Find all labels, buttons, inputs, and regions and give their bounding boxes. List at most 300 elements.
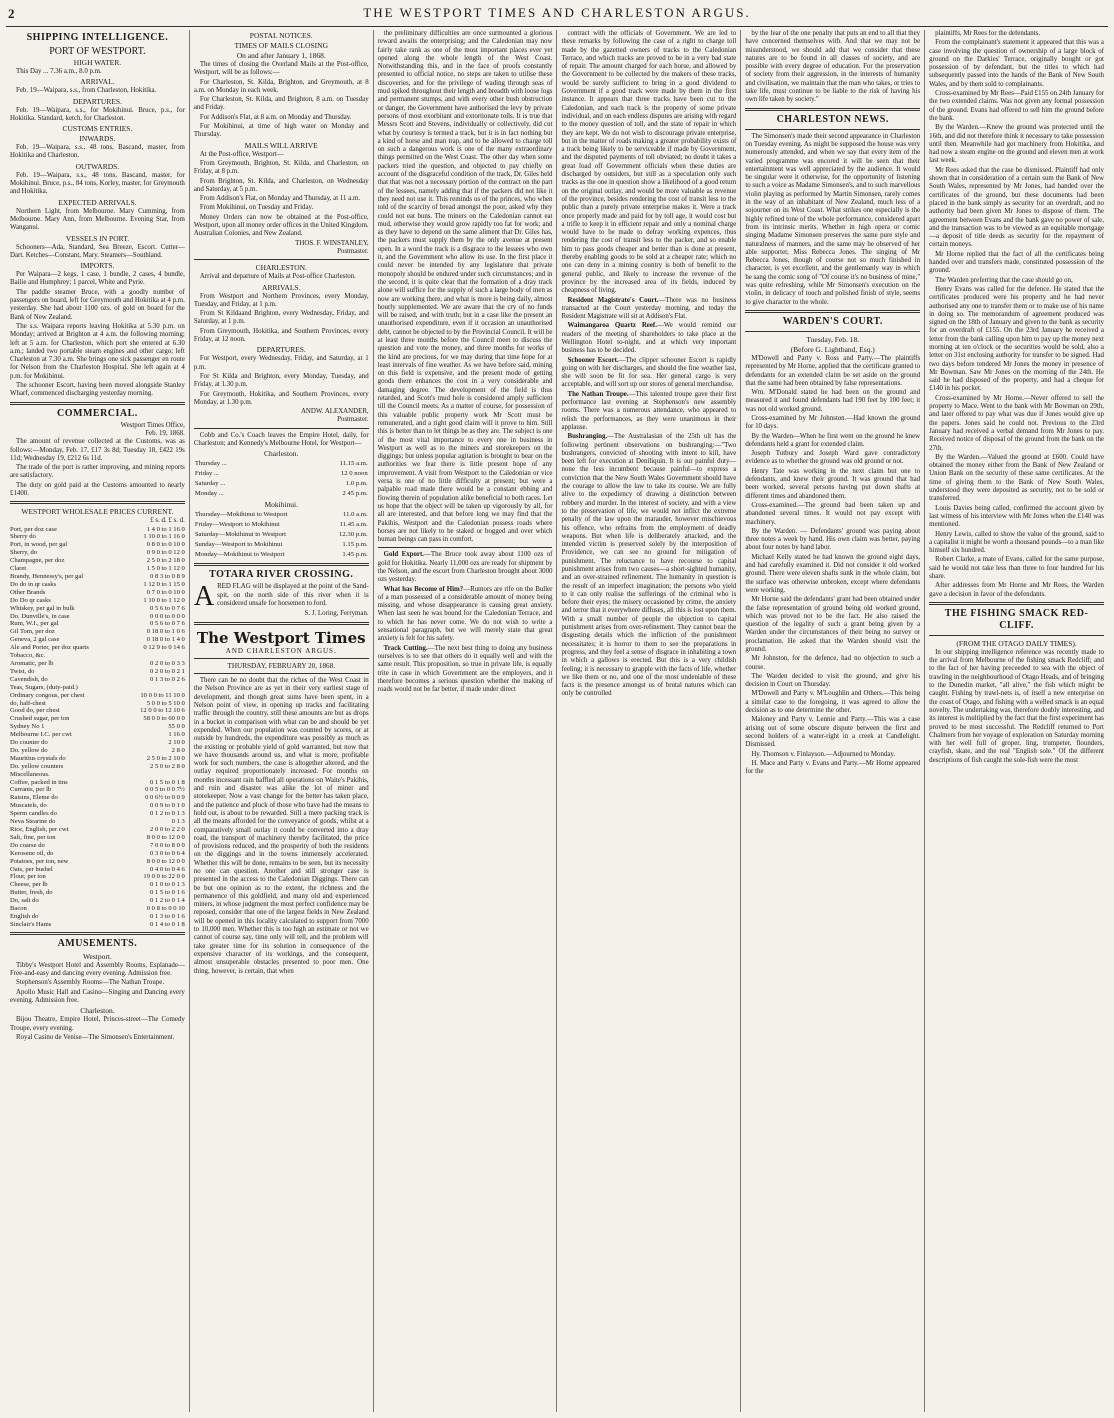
price-row-label: Port, per doz case [10,525,57,533]
price-row-value: 1 10 0 to 1 16 0 [143,533,185,541]
price-row-label: Potatoes, per ton, new [10,857,69,865]
charleston-departures-label: DEPARTURES. [256,345,306,355]
price-row [10,715,185,723]
price-row-label: Whiskey, per gal in bulk [10,604,75,612]
running-title: THE WESTPORT TIMES AND CHARLESTON ARGUS. [363,5,751,20]
wc-6: Henry Tate was working in the next claim but one to defendants, and knew their ground. It was ground that had been worked, several persons having put down shafts at different times and abandoned them. [745,467,921,500]
price-row [10,660,185,668]
price-row-label: Good do, per chest [10,707,60,715]
wc6-13: Robert Clarke, a mate of Evans, called for the same purpose, said he would not take less than three to four hundred for his share. [929,556,1104,580]
fishing-text: In our shipping intelligence reference was recently made to the arrival from Melbourne of the fishing smack Redcliff; and to the fact of her having preceeded to sea with the object of trawling in the neighbourhood of Otago Heads, and of bringing to the Dunedin market, "all alive," the fish which might be caught. Fishing by trawl-nets is, of itself a new enterprise on the coast of Otago, and fishing with a welled smack is an equal novelty. The undertaking was, therefore doubly interesting, and its interest is multiplied by the fact that the first experiment has proved to be most successful. The Redcliff returned to Port Chalmers from her voyage of exploration on Saturday morning with her well full of groper, ling, trumpeter, flounders, crayfish, skate, and the real "English sole." Of the different descriptions of fish caught the sole-fish were the most [929,648,1104,764]
price-row-label: Sperm candles do [10,810,57,818]
price-row [10,589,185,597]
schooner-escort [561,357,736,390]
coach-row-label: Thursday ... [194,460,227,468]
price-row-value: 0 5 6 to 0 7 6 [150,620,185,628]
arrive-line: From Greymouth, Brighton, St. Kilda, and Charleston, on Friday, at 8 p.m. [193,159,369,176]
price-row [10,731,185,739]
coach-row-label: Monday ... [194,490,224,498]
price-row [10,873,185,881]
column-2 [190,30,374,1412]
postal-signer: THOS. F. WINSTANLEY, [295,239,369,247]
divider [194,259,369,260]
vessels: Schooners—Ada, Standard, Sea Breeze, Escort. Cutter—Dart. Ketches—Constant, Mary. Steamers—Southland. [10,243,185,259]
wc6-12: Henry Lewis, called to show the value of the ground, said to a capitalist it might be worth a thousand pounds—to a man like himself six hundred. [929,530,1104,555]
postal-sub1: TIMES OF MAILS CLOSING [234,41,329,50]
price-row-label: Bacon [10,905,27,913]
price-row-value: 0 18 0 to 1 0 6 [146,628,185,636]
postal-line: For Addison's Flat, at 8 a.m. on Monday and Thursday. [199,113,352,121]
charleston-news-heading: CHARLESTON NEWS. [776,113,889,125]
prices-heading: WESTPORT WHOLESALE PRICES CURRENT. [21,507,174,517]
waimangaroa-head: Waimangaroa Quartz Reef. [567,322,657,330]
price-row-value: 19 0 0 to 22 0 0 [143,873,185,881]
price-row-label: English do [10,912,39,920]
divider [929,602,1104,605]
outwards-label: OUTWARDS. [75,161,120,171]
coach-row-value: 11.45 a.m. [339,521,368,529]
price-row-label: Crushed sugar, per ton [10,715,70,723]
price-row-value: 2 5 0 to 2 8 0 [150,762,185,770]
shipping-para-1: The paddle steamer Bruce, with a goodly number of passengers on board, left for Greymouth and Hokitika at 4 p.m. yesterday. She had about 1100 ozs. of gold on board for the Bank of New Zealand. [10,288,185,321]
amusements-westport-list [10,962,185,1005]
charleston-arrivals [194,293,369,345]
charleston-departure: For Westport, every Wednesday, Friday, and Saturday, at 1 p.m. [193,355,369,371]
wardens-court-date: Tuesday, Feb. 18. [806,334,860,344]
column-5 [741,30,925,1412]
price-row-value: 10 0 0 to 11 10 0 [140,691,185,699]
wc-1: M'Dowell and Party v. Ross and Party.—The plaintiffs represented by Mr Horne, applied that the certificate granted to defendants for an extended claim be set aside on the ground that the same had been obtained by false representations. [745,354,921,387]
charleston-departures [194,355,369,407]
coach-row-value: 11.15 a.m. [339,460,368,468]
price-row-value [122,771,185,779]
postal-sub2: On and after January 1, 1868. [236,51,326,60]
wc-15: Hy. Thomson v. Finlayson.—Adjourned to Monday. [751,750,896,758]
coach-row-label: Monday—Mokihinui to Westport [194,551,285,559]
coach-row [194,550,369,560]
bushranging [561,433,736,699]
charleston-arrival: From Greymouth, Hokitika, and Southern Provinces, every Friday, at 12 noon. [193,327,369,344]
price-row [10,597,185,605]
totara-signer: S. J. Loring, Ferryman. [304,610,369,618]
price-row [10,858,185,866]
postal-lines [194,79,369,140]
port-heading: PORT OF WESTPORT. [49,46,146,57]
price-row-label: Sydney No 1 [10,723,45,731]
editorial-part-2: the preliminary difficulties are once surmounted a glorious reward awaits the enterprising; and the Caledonian may now fairly take rank as one of the most important places ever yet opened along the whole length of the West Coast. Notwithstanding this, and in the face of proofs constantly presented to official notice, no steps are taken to utilise these discoveries, and for the privilege of wading through seas of mud spiked throughout their length and breadth with loose logs and permanent stumps, and with every other bush obstruction or danger, the Government have authorised the levy by private persons of most exorbitant and extortionate tolls. It is true that Messrs Scott and Stevens, individually or collectively, did cut what by courtesy is termed a track, but it is in fact nothing but a kind of horse and man trap, and to be allowed to charge toll on such a dangerous work is one of the many extraordinary things permitted on the West Coast. The other day when some packers tried the question, and objected to pay chiefly on account of the disgraceful condition of the track, Dr. Giles held that that was not a necessary portion of the contract on the part of the lessees, namely adding that if the packers did not like it they need not use it. This reminds us of the princes, who when told of the scarcity of bread amongst the poor, asked why they could not eat buns. The miners on the Caledonian cannot eat mud, otherwise they would grow rapidly too fat for work; and as they have to depend on the same aliment that Dr. Giles has, the packers must supply them by the only avenue at present open. In a word the track is a disgrace to the lessees who own it, and the Government who allow its use. In the first place it could never be intended by any legislature that private monopoly should be endured under such circumstances; and in the second, it is quite clear that the formation of a dray track alone will suffice for the supply of such a large body of men as now are working there, and what is more is being daily, almost hourly supplemented. We are aware that the cry of no funds will be raised, and with truth; but in a case like the present an unauthorised expenditure, even if it occasion an unauthorised debt, cannot be objected to by the Provincial Council. It will be at least three months before the Council meet to discuss the question and vote the money, and three months for works of the kind are precious, for we may during that time hope for at least intervals of fine weather. As we have before said, mining on this field is expensive, and the present mode of getting goods there enhances the cost in a very considerable and damaging degree. The development of the field is thus retarded, and Scott's mud hole is considered amply sufficient till the Council meets. As a matter of course, for possession of this valuable public property work Mr Scott must be remunerated, and a right good claim will it prove to him. Still this is better than to let things be as they are. The subject is one of the most vital importance to every one in business in Westport as well as to the miners and storekeepers on the diggings; but unless popular agitation is brought to bear on the authorities we fear there is little present hope of any improvement. A visit from Westport to the Caledonian or vice versa is one of no little difficulty at present; but were a palpable road made there would be a constant ebbing and flowing therein of population alike beneficial to both races. Let us hope that the object will be taken up vigorously by all, for all are interested, and that before long we may find that the Pakihis, Westport and the Caledonian possess roads where horses are not likely to be staked or bogged and over which human beings can pass in comfort. [377,30,553,544]
price-row-label: Salt, fine, per ton [10,833,56,841]
totara-heading: TOTARA RIVER CROSSING. [209,569,354,581]
wc-8: By the Warden. — Defendants' ground was paying about three notes a week by hand. His own claim was better, paying about four notes by hand labor. [745,527,921,552]
bushranging-head: Bushranging. [567,433,608,441]
coach-row-label: Saturday ... [194,480,226,488]
price-row-label: Sherry do [10,533,36,541]
coach-row [194,479,369,489]
coach-row-value: 1.45 p.m. [342,551,368,559]
price-row [10,533,185,541]
price-row-label: Do counter do [10,739,48,747]
price-row-label: Do, salt do [10,897,39,905]
price-row [10,620,185,628]
price-row-label: Champagne, per doz [10,557,65,565]
price-row [10,557,185,565]
gold-export-head: Gold Export. [383,551,425,559]
postal-heading: POSTAL NOTICES. [249,31,313,40]
page-number: 2 [8,6,15,21]
fishing-source: (FROM THE OTAGO DAILY TIMES). [956,638,1077,648]
price-row [10,581,185,589]
nathan-troupe-text: —This talented troupe gave their first performance last evening at Stephenson's new assembly rooms. There was a numerous attendance, who appeared to relish the performances, as they were unanimous in their applause. [561,390,737,431]
divider [194,658,369,659]
price-row-value: 0 3 0 to 0 6 4 [150,849,185,857]
price-row-value: 0 1 2 to 0 1 4 [150,897,185,905]
price-row [10,921,185,929]
price-row [10,850,185,858]
track-cutting [378,645,553,695]
divider [745,108,920,111]
column-4 [557,30,741,1412]
price-row-label: Brandy, Hennessy's, per gal [10,573,84,581]
coach-row [194,469,369,479]
price-row [10,881,185,889]
waimangaroa-text: —We would remind our readers of the meeting of shareholders to take place at the Wellington Hotel to-night, and at which very important business has to be decided. [561,322,737,355]
arrival-label: ARRIVAL. [80,77,115,87]
shipping-para-2: The s.s. Waipara reports leaving Hokitika at 5.30 p.m. on Monday; arrived at Brighton at 4 a.m. the following morning; left at 5 a.m. for Charleston, which port she entered at 6.30 a.m.; landed two portable steam engines and other cargo; left Charleston at 7.30 a.m. She brings one sick passenger en route for Nelson from the Charleston Hospital. She left again at 4 p.m. for Mokihinui. [10,322,185,380]
price-row [10,786,185,794]
amusement-item: Apollo Music Hall and Casino—Singing and Dancing every evening. Admission free. [10,988,185,1004]
commercial-p2: The trade of the port is rather improving, and mining reports are satisfactory. [10,464,185,480]
coach-row-label: Sunday—Westport to Mokihinui [194,541,283,549]
price-row-value: 0 1 3 to 0 2 6 [150,675,185,683]
coach-row [194,459,369,469]
coach-row [194,510,369,520]
divider [194,428,369,429]
schooner-escort-head: Schooner Escort. [567,356,619,364]
price-row-label: Do do in qr casks [10,580,57,588]
divider [10,932,185,935]
amusements-charleston: Charleston. [80,1006,115,1016]
high-water-label: HIGH WATER. [73,58,122,67]
wc-5: Joseph Tutbury and Joseph Ward gave contradictory evidence as to whether the ground was old ground or not. [745,450,921,466]
money-orders: Money Orders can now be obtained at the Post-office, Westport, upon all money order offices in the United Kingdom. Australian Colonies, and New Zealand. [193,213,369,238]
price-row-label: Tobacco, &c. [10,652,46,660]
price-row-value: 0 8 3 to 0 8 9 [150,573,185,581]
wc-4: By the Warden—When he first went on the ground he knew defendants held a grant for extended claim. [745,432,921,448]
coach-row [194,540,369,550]
price-row [10,573,185,581]
price-row-value: 0 0 0 to 0 0 0 [150,612,185,620]
bushranging-text: —The Australasian of the 25th ult has the following pertinent observations on bushranging:—"Two bushrangers, convicted of shooting with intent to kill, have been left for execution at Deniliquin. It is our painful duty—none the less incumbent because painful—to express a conviction that the New South Wales Government should have the courage to allow the law to take its course. We are fully alive to the expediency of drawing a distinction between robbery and murder. In the interest of society, and with a view to the preservation of life, we would not inflict the extreme penalty of the law upon the marauder, however mischievous his offence, who refrains from the employment of deadly weapons. But when life is deliberately attacked, and the intended victim is preserved solely by the interposition of Providence, we can see no ground for mitigation of punishment. The reluctance to have recourse to capital punishment arises from two causes—a short-sighted humanity, and an over-strained refinement. The humanity in question is the result of an imperfect imagination; the persons who yield to it can only realise the sufferings of the criminal who is before their eyes; the misery occasioned by crime, the anxiety and terror that it everywhere diffuses, all this is lost upon them. With a small number of people the objection to capital punishment arises from over-refinement. They cannot bear the disgusting details which the infliction of the punishment necessitates; it is horror to them to see the preparations in progress, and they feel a sense of disgrace in inhabiting a town in which a gallows is erected. But this is a very childish feeling; it is necessary to grapple with the facts of life, whether we like them or no, and one of the most undeniable of these facts is the presence amongst us of brutal natures which can only be controlled [561,433,737,698]
price-row-label: Butter, fresh, do [10,889,53,897]
prices-header: £ s. d. £ s. d. [150,517,185,525]
vessels-label: VESSELS IN PORT. [65,233,130,243]
price-row-label: Flour, per ton [10,873,46,881]
price-row [10,763,185,771]
coach-intro: Cobb and Co.'s Coach leaves the Empire Hotel, daily, for Charleston; and Kennedy's Melbourne Hotel, for Westport— [193,431,369,447]
arrive-line: From Mokihinui, on Tuesday and Friday. [199,204,314,212]
price-row [10,700,185,708]
amusement-item: Royal Casino de Venise—The Simonsen's Entertainment. [16,1033,175,1041]
divider [745,129,920,130]
price-row [10,628,185,636]
inwards-label: INWARDS. [79,134,116,144]
divider [194,622,369,625]
price-row [10,541,185,549]
wardens-court-heading: WARDEN'S COURT. [782,315,883,327]
price-row-label: Teas, Sugars, (duty-paid.) [10,683,78,691]
price-row-value: 0 5 6 to 0 7 6 [150,604,185,612]
price-row-value: 2 5 0 to 2 10 0 [146,754,185,762]
price-row-value: 0 1 3 to 0 1 6 [150,912,185,920]
charleston-news-text: The Simonsen's made their second appearance in Charleston on Tuesday evening. As might be supposed the house was very numerously attended, and when we say that every item of the varied programme was encored it will be seen that their entertainment was well appreciated by the audience. It would be singular were it otherwise, for the opportunity of listening to such a voice as Madame Simonsen's, and to such marvellous violin playing as performed by Martin Simonsen, rarely comes in the way of an inhabitant of New Zealand, much less of a sojourner on its West Coast. What strikes one especially is the highly refined tone of the whole performance, considered apart from its intrinsic merits. Whether in high opera or comic singing Madame Simonsen preserves the same pure style and naturalness of manners, and the same may be observed of her able supporter, Miss Rebecca Jones. The singing of Mr Rebecca Jones, though of course not so much finished in character, is yet excellent, and the gentlemanly way in which he sang the comic song of "Of course it's no business of mine," was quite refreshing, while Mr Simonsen's execution on the violin, in delicacy of touch and polished finish of style, seems to give character to the whole. [745,132,921,306]
price-row-label: Ordinary congous, per chest [10,691,85,699]
charleston-arrival: From Westport and Northern Provinces, every Monday, Tuesday, and Friday, at 1 p.m. [193,292,369,308]
schooner-escort-text: —The clipper schooner Escort is rapidly going on with her discharges, and should the fine weather last, she will soon be fit for sea. Her general cargo is very acceptable, and will sort up our stores of general merchandise. [561,356,737,389]
price-row-label: Gil Tom, per doz [10,628,55,636]
coach-row-value: 12.30 p.m. [339,531,368,539]
amusements-westport: Westport. [83,951,112,961]
price-row [10,755,185,763]
divider [194,673,369,674]
wc-7: Cross-examined.—The ground had been taken up and abandoned several times. It would not pay except with machinery. [745,501,921,526]
price-row-label: Sherry, do [10,549,38,557]
price-row-value: 1 10 0 to 1 12 0 [143,596,185,604]
charleston-signer-role: Postmaster. [337,416,369,424]
price-row [10,842,185,850]
drop-cap: A [193,583,215,611]
price-row-value: 0 2 0 to 0 2 1 [150,667,185,675]
price-row-value: 1 12 0 to 1 15 0 [143,580,185,588]
wc6-8: Henry Evans was called for the defence. He stated that the certificates produced were his property and he had never authorised any one to transfer them or to make use of his name in doing so. The memorandum of agreement produced was signed on the 18th of January and given to the bank as security for an overdraft of £155. On the 23rd January he received a letter from the bank calling upon him to pay up the money next morning at ten o'clock or the securities would be sold, also a letter on 31st enclosing authority for transfer to be signed. Had two days before tendered Mr Jones the money in presence of Mr Bowman. Saw Mr Jones on the morning of the 24th. He said he had disposed of the property, and had a cheque for £140 in his pocket. [929,285,1104,393]
price-row [10,526,185,534]
price-row-label: Currants, per lb [10,786,52,794]
wc-16: H. Mace and Party v. Evans and Party.—Mr Horne appeared for the [745,759,921,776]
coach-row-label: Friday ... [194,470,219,478]
postal-intro: The times of closing the Overland Mails at the Post-office, Westport, will be as follows:— [193,61,369,77]
charleston-signer: ANDW. ALEXANDER, [300,408,369,416]
price-row [10,668,185,676]
expected-label: EXPECTED ARRIVALS. [58,197,137,207]
issue-date: THURSDAY, FEBRUARY 20, 1868. [227,661,336,670]
coach-mokihinui-table [194,510,369,560]
price-row [10,897,185,905]
price-row-value [122,652,185,660]
price-row-value: 1 4 0 to 1 16 0 [146,525,185,533]
wc-9: Michael Kelly stated he had known the ground eight days, and had carefully examined it. Did not consider it old worked ground. There were eleven shafts sunk in the whole claim, but the surface was otherwise unbroken, except where defendants were working. [745,553,921,594]
price-row [10,826,185,834]
price-row-label: Oats, per bushel [10,865,53,873]
coach-row-value: 1.0 p.m. [345,480,368,488]
price-row-label: Miscellaneous. [10,770,50,778]
column-1 [6,30,190,1412]
price-row-value: 58 0 0 to 60 0 0 [143,715,185,723]
coach-charleston-table [194,459,369,499]
rm-court [561,297,736,322]
price-row-label: Do. yellow do [10,746,48,754]
rm-court-text: —There was no business transacted at the Court yesterday morning, and today the Resident Magistrate will sit at Addison's Flat. [561,296,737,321]
price-row-value: 5 0 0 to 5 10 0 [146,699,185,707]
price-row [10,692,185,700]
price-row-value: 12 0 0 to 12 10 6 [140,707,185,715]
price-row [10,810,185,818]
totara-text: RED FLAG will be displayed at the point of the Sand-spit, on the north side of this river when it is considered unsafe for horsemen to ford. [217,583,369,607]
gold-export [378,551,553,584]
divider [194,563,369,566]
divider [929,635,1104,636]
editorial-part-1: There can be no doubt that the riches of the West Coast in the Nelson Province are as yet in their very earliest stage of development, and though great sums have been spent, in a Nelson point of view, in opening up tracks and facilitating traffic through the country, still these amounts are but as drops in a bucket in comparison with what can be and should be yet expended. When our population was counted by scores, or at outside by hundreds, the expenditure was possibly as much as the existing or probable yield of gold warranted, but now that we have thousands around us, and what is more, profitable work for such numbers, the case is altogether altered, and the outlay required proportionately increased. For months on months incessant rain baffled all operations on Waite's Pakihis, and ruin and disaster was alike the lot of miner and storekeeper. Now a vast change for the better has taken place, and the patience and pluck of those who have had the means to hold out, is about to be rewarded. Still a mere packing track is all the means afforded for the conveyance of goods, whilst at a comparatively small outlay it could be converted into a dray road, the transport of machinery thereby facilitated, the price of provisions reduced, and the prosperity of both the residents on the diggings and in the towns immensely accelerated. Whether this will be done, remains to be seen, but its necessity no one can question. Another and still stronger case is presented in the access to the Caledonian Diggings. There can be but one opinion as to the extent, the richness and the permanence of this goldfield, and many old and experienced miners, in whose judgment the most perfect confidence may be reposed, consider that one of the largest fields in New Zealand will be opened in this locality calculated to support from 7000 to 10,000 men. Whether this is too high an estimate or not we cannot of course say, time only will tell, and the problem will take greater time for its solution in consequence of the expensive character of its workings, and the consequent, almost unsuperable obstacles presented to poor men. One thing, however, is certain, that when [193,677,369,975]
shipping-heading: SHIPPING INTELLIGENCE. [26,32,169,43]
expected: Northern Light, from Melbourne. Mary Cumming, from Melbourne. Mary Ann, from Melbourne. Evening Star, from Wanganui. [10,207,185,232]
price-row [10,565,185,573]
price-row [10,913,185,921]
postal-line: For Mokihinui, at time of high water on Monday and Thursday. [193,123,369,139]
divider [10,402,185,405]
price-row-value: 2 8 0 [171,746,185,754]
charleston-heading: CHARLESTON. [255,263,307,273]
wc6-2: From the complainant's statement it appeared that this was a case involving the question of ownership of a large block of ground on the Darkies' Terrace, originally bought or got possession of by defendant, but the titles to which had subsequently passed into the hands of the Bank of New South Wales, and by them sold to complainants. [929,39,1104,88]
price-row-label: Do coarse do [10,841,45,849]
amusement-item: Stephenson's Assembly Rooms—The Nathan Troupe. [16,979,165,987]
price-row [10,802,185,810]
customs-label: CUSTOMS ENTRIES. [62,124,133,134]
wc-14: Maloney and Party v. Lennie and Party.—This was a case arising out of some obscure dispute between the first and second holders of a water-right in a creek at Candlelight. Dismissed. [745,716,921,749]
price-row [10,739,185,747]
wc-3: Cross-examined by Mr Johnston.—Had known the ground for 10 days. [745,414,921,431]
price-row-value: 0 0 6½ to 0 0 9 [145,794,185,802]
coach-row [194,489,369,499]
price-row [10,905,185,913]
price-row-label: Raisins, Eleme do [10,794,58,802]
wc-2: Wm. M'Donald stated he had been on the ground and measured it and found defendants had 190 feet by 100 feet; it was not old worked ground. [745,389,921,413]
coach-mokihinui-label: Mokihinui. [264,500,299,510]
arrival: Feb. 19—Waipara, s.s., from Charleston, Hokitika. [16,87,157,95]
what-become-head: What has Become of Him? [383,585,464,593]
rm-court-head: Resident Magistrate's Court. [567,296,659,304]
price-row-value: 2 10 0 [168,739,185,747]
what-become-text: —Rumors are rife on the Buller of a man possessed of a considerable amount of money being missing, and whose disappearance is causing great anxiety. When last seen he was bound for the Caledonian Terrace, and to which he has never come. We do not wish to write a sensational paragraph, but we will merely state that great anxiety is felt for his safety. [377,585,553,643]
price-row [10,818,185,826]
nameplate-title: The Westport Times [196,628,366,647]
gold-export-text: —The Bruce took away about 1100 ozs of gold for Hokitika. Nearly 11,000 ozs are ready for shipment by the Nelson, and the escort from Charleston brought about 3000 ozs yesterday. [377,551,553,584]
totara-notice [194,583,369,610]
coach-row-value: 1.15 p.m. [342,541,368,549]
price-row-value: 0 0 8 to 0 0 10 [146,905,185,913]
nathan-troupe [561,391,736,432]
arrive-line: From Addison's Flat, on Monday and Thursday, at 11 a.m. [199,195,361,203]
coach-row-value: 11.0 a.m. [343,511,368,519]
coach-row-value: 2 45 p.m. [342,490,368,498]
price-row-label: Cavendish, do [10,675,48,683]
prices-table [10,526,185,929]
amusement-item: Bijou Theatre, Empire Hotel, Princes-street—The Comedy Troupe, every evening. [10,1016,185,1032]
price-row [10,723,185,731]
wc6-11: Louis Davies being called, confirmed the account given by last witness of his interview with Mr Jones when the £140 was mentioned. [929,504,1104,529]
masthead [6,0,1108,27]
wc-10: Mr Horne said the defendants' grant had been obtained under the false representation of ground being old worked ground, which was proved not to be the fact. He also raised the question of the legality of such a grant being given by a Warden under the circumstances of their being no survey or proclamation. He asked that the Warden should visit the ground. [745,596,921,653]
postal-line: For Charleston, St. Kilda, and Brighton, 8 a.m. on Tuesday and Friday. [193,96,369,112]
price-row-value: 7 0 0 to 8 0 0 [150,841,185,849]
commercial-p3: The duty on gold paid at the Customs amounted to nearly £1400. [10,481,185,497]
price-row-value: 0 1 3 [171,818,185,826]
price-row-value: 0 0 5 to 0 0 7½ [145,786,185,794]
price-row [10,771,185,779]
charleston-departure: For St Kilda and Brighton, every Monday, Tuesday, and Friday, at 1.30 p.m. [193,372,369,389]
coach-row [194,530,369,540]
charleston-arrival: From St Kildaand Brighton, every Wednesday, Friday, and Saturday, at 1 p.m. [193,310,369,326]
price-row-value: 0 7 0 to 0 10 0 [146,588,185,596]
price-row-value: 8 0 0 to 12 0 0 [146,833,185,841]
price-row [10,794,185,802]
price-row-value: 0 9 0 to 0 12 0 [146,549,185,557]
nathan-troupe-head: The Nathan Troupe. [567,390,629,398]
what-become [378,586,553,644]
wc6-10: By the Warden.—Valued the ground at £600. Could have obtained the money either from the Bank of New Zealand or Union Bank on the security of these same certificates. At the time of giving them to the Bank of New South Wales, understood they were deposited as security, not to be sold or transferred. [929,453,1104,503]
price-row-label: Do. yellow counters [10,762,64,770]
price-row-label: Melbourne I.C. per cwt [10,731,72,739]
price-row-value: 0 1 2 to 0 1 3 [150,810,185,818]
divider [745,310,920,313]
divider [10,501,185,504]
wc6-6: Mr Horne replied that the fact of all the certificates being handed over and transfers made, constituted possession of the ground. [929,250,1104,275]
price-row-value [122,684,185,692]
price-row-value: 2 5 0 to 2 18 0 [146,557,185,565]
tracks-article: contract with the officials of Government. We are led to these remarks by following the case of a right to charge toll made by the gazetted owners of tracks to the Caledonian Terrace, and which tracks are proved to be in a very bad state of repair. The amount charged for each horse, and allowed by the Government to be collected by the makers of these tracks, would be surely sufficient to bring in a good dividend to Government if a good track were made by them in the first instance. It appears that three tracks have been cut to the Caledonian, and each track is the property of some private individual, and on each endless disputes are arising with regard to the money question of toll, and the state of repair in which they are kept. We do not wish to discourage private enterprise, but in the matter of roads making a greater probability exists of a track being likely to be serviceable if made by Government, and the disputed payments of toll obviated; no doubt it takes a great load off Government officials when these duties are discharged by outsiders, but still as a speculation only such tracks as the one in question show a likelihood of a good return on the original outlay, and would be more valuable as revenue of the province, besides rendering the cost of transit less to the public than a purely private enterprise makes it. Were a track once properly made and paid for by toll age, it would cost but a trifle to keep it in efficient repair and only a nominal charge would have to be made to defray working expences, thus rendering the cost of transit less to the packer, and so enable him to pass goods cheaper and better than is done at present, thereby enabling goods to be sold at a cheaper rate; which no one can deny in a mining country is both of benefit to the general public, and likely to increase the revenue of the province by the increased area of its fields, induced by cheapness of living. [561,30,737,295]
imports-label: IMPORTS. [80,261,115,271]
wc-13: M'Dowell and Party v. M'Loughlin and Others.—This being a similar case to the foregoing, it was agreed to allow the decision as to one determine the other. [745,690,921,715]
price-row-label: Coffee, packed in tins [10,778,68,786]
price-row-value: 0 2 0 to 0 3 3 [150,659,185,667]
price-row [10,684,185,692]
coach-row-label: Saturday—Mokihinui to Westport [194,531,286,539]
postal-line: For Charleston, St. Kilda, Brighton, and Greymouth, at 8 a.m. on Monday in each week. [193,78,369,94]
price-row-value: 0 4 0 to 0 4 6 [150,865,185,873]
price-row-value: 8 0 0 to 12 0 0 [146,857,185,865]
wc-11: Mr Johnston, for the defence, had no objection to such a course. [745,655,921,671]
commercial-office: Westport Times Office, [120,421,185,429]
price-row [10,652,185,660]
price-row-label: Geneva, 2 gal case [10,636,60,644]
price-row-label: Claret [10,565,27,573]
columns [6,30,1108,1412]
price-row-label: Ale and Porter, per doz quarts [10,644,89,652]
coach-row-value: 12 0 noon [340,470,368,478]
price-row-label: Mauritius crystals do [10,754,66,762]
price-row-value: 0 1 5 to 0 1 8 [150,778,185,786]
bushranging-cont: by the fear of the one penalty that puts an end to all that they have concerned themselves with. And that we may not be misunderstood, we should add that we consider that these natures are to be found in all classes of society, and are possible with every degree of education. For the preservation of society from their aggression, in the interests of humanity and civilisation, we maintain that the man who takes, or tries to take life, must continue to be liable to the risk of having his own life taken by society." [745,30,921,104]
price-row [10,636,185,644]
commercial-date: Feb. 19, 1868. [145,429,185,437]
price-row [10,834,185,842]
amusements-heading: AMUSEMENTS. [57,937,138,949]
wc6-7: The Warden preferring that the case should go on, [935,276,1073,284]
price-row [10,644,185,652]
wc6-5: Mr Rees asked that the case be dismissed. Plaintiff had only shown that in consideration of a certain sum the Bank of New South Wales, represented by Mr Jones, had handed over the certificates of the ground, but these documents had been placed in the bank simply as security for an overdraft, and no authority had been given Mr Jones to dispose of them. The agreement between Evans and the bank gave no power of sale, and the transaction was to be viewed as an equitable mortgage—a deposit of title deeds as security for the repayment of certain moneys. [929,166,1104,249]
price-row [10,889,185,897]
commercial-heading: COMMERCIAL. [57,407,138,419]
inwards: Feb. 19—Waipara, s.s., 48 tons, Bascand, master, from Hokitika and Charleston. [10,144,185,160]
price-row-label: do, half-chest [10,699,46,707]
price-row-label: Muscatels, do [10,802,47,810]
price-row-value: 0 1 5 to 0 1 6 [150,889,185,897]
price-row [10,549,185,557]
price-row-value: 1 5 0 to 1 12 0 [146,565,185,573]
charleston-departure: For Greymouth, Hokitika, and Southern Provinces, every Monday, at 1.30 p.m. [193,390,369,406]
price-row-label: Aromatic, per lb [10,659,54,667]
arrive-line: From Brighton, St. Kilda, and Charleston, on Wednesday and Saturday, at 5 p.m. [193,177,369,193]
high-water: This Day ... 7.36 a.m., 8.0 p.m. [16,68,102,75]
price-row-label: Do Do qr casks [10,596,51,604]
column-6 [925,30,1108,1412]
